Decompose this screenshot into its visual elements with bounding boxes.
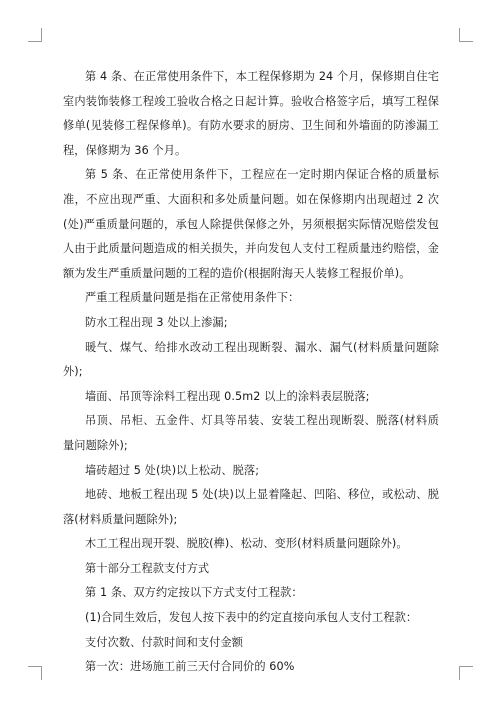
crop-mark-top-right (459, 28, 473, 42)
paragraph-payment-clause-1: (1)合同生效后，发包人按下表中的约定直接向承包人支付工程款： (85, 611, 418, 625)
list-item-wall-tiles: 墙砖超过 5 处(块)以上松动、脱落; (85, 463, 260, 477)
list-item-wall-ceiling-paint: 墙面、吊顶等涂料工程出现 0.5m2 以上的涂料表层脱落; (85, 389, 370, 403)
section-heading-payment: 第十部分工程款支付方式 (85, 561, 210, 575)
list-item-woodwork: 木工工程出现开裂、脱胶(榫)、松动、变形(材料质量问题除外)。 (85, 537, 408, 551)
paragraph-article-5: 第 5 条、在正常使用条件下，工程应在一定时期内保证合格的质量标准，不应出现严重、大面积和多处质量问题。如在保修期内出现超过 2 次(处)严重质量问题的，承包人除提供保修之外，另须根据实际情况赔偿发包人由于此质量问题造成的相关损失，并向发包人支付工程质量违约赔偿，金额为发生严重质量问题的工程的造价(根据附海天人装修工程报价单)。 (63, 168, 439, 280)
paragraph-payment-schedule-heading: 支付次数、付款时间和支付金额 (85, 635, 244, 649)
crop-mark-bottom-right (459, 666, 473, 680)
crop-mark-bottom-left (28, 666, 42, 680)
crop-mark-top-left (28, 28, 42, 42)
list-item-floor-tiles: 地砖、地板工程出现 5 处(块)以上显着隆起、凹陷、移位，或松动、脱落(材料质量问题除外); (63, 488, 439, 526)
list-item-ceiling-fixtures: 吊顶、吊柜、五金件、灯具等吊装、安装工程出现断裂、脱落(材料质量问题除外); (63, 414, 439, 452)
list-item-heating-gas-plumbing: 暖气、煤气、给排水改动工程出现断裂、漏水、漏气(材料质量问题除外); (63, 340, 439, 379)
list-item-waterproofing: 防水工程出现 3 处以上渗漏; (85, 315, 228, 329)
document-body (63, 65, 439, 680)
paragraph-payment-article-1: 第 1 条、双方约定按以下方式支付工程款： (85, 586, 303, 600)
paragraph-article-4: 第 4 条、在正常使用条件下，本工程保修期为 24 个月，保修期自住宅室内装饰装修工程竣工验收合格之日起计算。验收合格签字后，填写工程保修单(见装修工程保修单)。有防水要求的厨房、卫生间和外墙面的防渗漏工程，保修期为 36 个月。 (63, 70, 439, 157)
paragraph-first-payment: 第一次：进场施工前三天付合同价的 60% (85, 660, 295, 674)
paragraph-serious-defects-intro: 严重工程质量问题是指在正常使用条件下： (85, 291, 300, 305)
